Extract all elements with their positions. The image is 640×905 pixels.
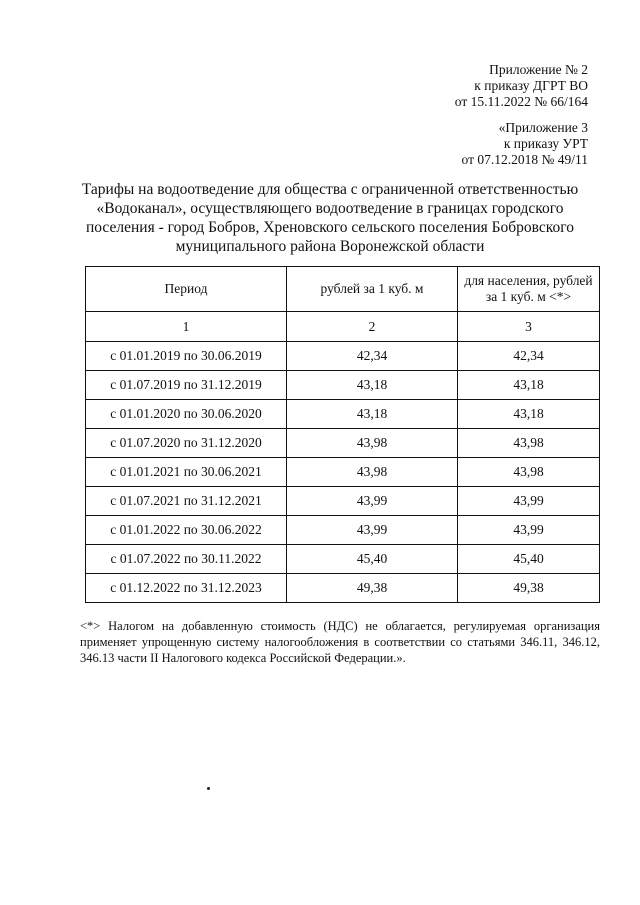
appendix-order: к приказу ДГРТ ВО: [474, 78, 588, 93]
appendix-number: «Приложение 3: [498, 120, 588, 135]
period-cell: с 01.01.2021 по 30.06.2021: [86, 458, 287, 487]
table-column-numbers-row: [86, 312, 600, 342]
population-tariff-cell: 45,40: [458, 545, 600, 574]
tariff-cell: 43,18: [287, 371, 458, 400]
scan-speck: [207, 787, 210, 790]
period-cell: с 01.07.2019 по 31.12.2019: [86, 371, 287, 400]
tariff-cell: 43,98: [287, 458, 458, 487]
population-tariff-cell: 43,99: [458, 516, 600, 545]
table-row: [86, 400, 600, 429]
table-row: [86, 371, 600, 400]
period-cell: с 01.12.2022 по 31.12.2023: [86, 574, 287, 603]
vat-footnote: <*> Налогом на добавленную стоимость (НДС) не облагается, регулируемая организация применяет упрощенную систему налогообложения в соответствии со статьями 346.11, 346.12, 346.13 части II Налогового кодекса Российской Федерации.».: [80, 619, 600, 665]
column-number: 2: [287, 312, 458, 342]
appendix-date: от 15.11.2022 № 66/164: [454, 94, 588, 109]
period-cell: с 01.07.2021 по 31.12.2021: [86, 487, 287, 516]
table-row: [86, 458, 600, 487]
tariff-cell: 45,40: [287, 545, 458, 574]
tariff-cell: 43,98: [287, 429, 458, 458]
title-line: муниципального района Воронежской области: [175, 238, 485, 255]
title-line: Тарифы на водоотведение для общества с ограниченной ответственностью: [81, 181, 579, 198]
table-row: [86, 429, 600, 458]
tariff-table: [85, 266, 600, 603]
table-row: [86, 545, 600, 574]
period-cell: с 01.07.2020 по 31.12.2020: [86, 429, 287, 458]
table-row: [86, 516, 600, 545]
population-tariff-cell: 49,38: [458, 574, 600, 603]
title-line: «Водоканал», осуществляющего водоотведение в границах городского: [96, 200, 564, 217]
appendix-date: от 07.12.2018 № 49/11: [461, 152, 588, 167]
population-tariff-cell: 43,98: [458, 458, 600, 487]
period-cell: с 01.01.2022 по 30.06.2022: [86, 516, 287, 545]
title-line: поселения - город Бобров, Хреновского сельского поселения Бобровского: [85, 219, 574, 236]
tariff-cell: 42,34: [287, 342, 458, 371]
appendix-reference-current: [455, 62, 588, 110]
appendix-reference-original: [462, 120, 588, 168]
table-row: [86, 574, 600, 603]
header-period: Период: [86, 267, 287, 312]
document-title: [60, 180, 600, 256]
appendix-number: Приложение № 2: [489, 62, 588, 77]
period-cell: с 01.01.2020 по 30.06.2020: [86, 400, 287, 429]
table-row: [86, 342, 600, 371]
table-header-row: [86, 267, 600, 312]
population-tariff-cell: 43,98: [458, 429, 600, 458]
column-number: 3: [458, 312, 600, 342]
period-cell: с 01.07.2022 по 30.11.2022: [86, 545, 287, 574]
population-tariff-cell: 43,18: [458, 400, 600, 429]
population-tariff-cell: 43,18: [458, 371, 600, 400]
tariff-cell: 43,18: [287, 400, 458, 429]
tariff-cell: 49,38: [287, 574, 458, 603]
header-rub-per-m3: рублей за 1 куб. м: [287, 267, 458, 312]
header-population-rub-per-m3: для населения, рублей за 1 куб. м <*>: [458, 267, 600, 312]
column-number: 1: [86, 312, 287, 342]
period-cell: с 01.01.2019 по 30.06.2019: [86, 342, 287, 371]
population-tariff-cell: 42,34: [458, 342, 600, 371]
appendix-order: к приказу УРТ: [503, 136, 588, 151]
tariff-cell: 43,99: [287, 487, 458, 516]
population-tariff-cell: 43,99: [458, 487, 600, 516]
tariff-cell: 43,99: [287, 516, 458, 545]
table-row: [86, 487, 600, 516]
